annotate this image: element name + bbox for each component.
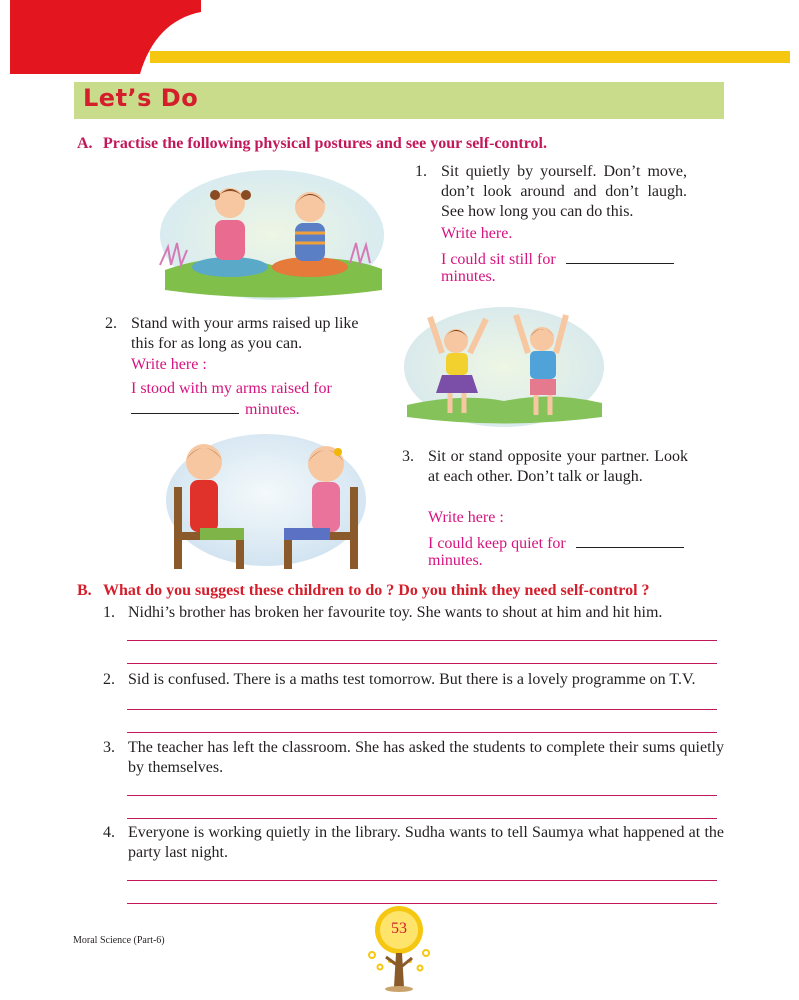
page-title: Let’s Do	[83, 84, 199, 112]
item-b1-text: Nidhi’s brother has broken her favourite toy. She wants to shout at him and hit him.	[128, 604, 663, 621]
children-arms-raised-illustration	[402, 305, 607, 430]
item-b2-text: Sid is confused. There is a maths test tomorrow. But there is a lovely programme on T.V.	[128, 671, 696, 688]
item-a2-response	[131, 399, 300, 419]
item-a3-response	[428, 533, 684, 553]
children-sitting-illustration	[160, 165, 385, 300]
item-b3-number: 3.	[103, 739, 115, 756]
item-a3-response-before: I could keep quiet for	[428, 535, 566, 552]
item-b4-answer-line-1[interactable]	[127, 880, 717, 881]
item-a3-text: Sit or stand opposite your partner. Look at each other. Don’t talk or laugh.	[428, 448, 688, 485]
item-b3-answer-line-2[interactable]	[127, 818, 717, 819]
item-a2-answer-blank[interactable]	[131, 399, 239, 414]
item-b1-answer-line-1[interactable]	[127, 640, 717, 641]
item-a2-number: 2.	[105, 315, 117, 332]
item-a1-text: Sit quietly by yourself. Don’t move, don’t look around and don’t laugh. See how long you can do this.	[441, 163, 687, 220]
item-a1-answer-blank[interactable]	[566, 249, 674, 264]
item-a2-response-before: I stood with my arms raised for	[131, 380, 332, 397]
item-a3-response-after: minutes.	[428, 552, 483, 569]
footer-book-title: Moral Science (Part-6)	[73, 935, 165, 946]
header-yellow-stripe	[150, 51, 790, 63]
item-a2-write-here: Write here :	[131, 356, 207, 373]
item-a1-response	[441, 249, 674, 269]
section-a-heading	[77, 135, 547, 153]
item-b3-answer-line-1[interactable]	[127, 795, 717, 796]
item-a1-write-here: Write here.	[441, 225, 513, 242]
section-a-letter: A.	[77, 135, 93, 152]
item-b4-answer-line-2[interactable]	[127, 903, 717, 904]
item-b4-number: 4.	[103, 824, 115, 841]
item-a3-answer-blank[interactable]	[576, 533, 684, 548]
item-a2-text: Stand with your arms raised up like this for as long as you can.	[131, 315, 359, 352]
section-a-title: Practise the following physical postures and see your self-control.	[103, 135, 547, 152]
item-a1-number: 1.	[415, 163, 427, 180]
item-a3-number: 3.	[402, 448, 414, 465]
item-a1-response-after: minutes.	[441, 268, 496, 285]
section-b-title: What do you suggest these children to do ? Do you think they need self-control ?	[103, 582, 650, 599]
item-a2-response-after: minutes.	[245, 401, 300, 418]
section-b-letter: B.	[77, 582, 92, 599]
item-b1-answer-line-2[interactable]	[127, 663, 717, 664]
item-a1-response-before: I could sit still for	[441, 251, 556, 268]
section-b-heading	[77, 582, 650, 600]
children-facing-chairs-illustration	[160, 432, 372, 572]
item-b1-number: 1.	[103, 604, 115, 621]
item-a3-write-here: Write here :	[428, 509, 504, 526]
item-b2-answer-line-1[interactable]	[127, 709, 717, 710]
page-number-tree-icon	[362, 905, 437, 995]
item-b2-number: 2.	[103, 671, 115, 688]
item-b2-answer-line-2[interactable]	[127, 732, 717, 733]
item-b3-text: The teacher has left the classroom. She has asked the students to complete their sums quietly by themselves.	[128, 739, 724, 776]
page-number: 53	[391, 920, 407, 937]
item-b4-text: Everyone is working quietly in the library. Sudha wants to tell Saumya what happened at the party last night.	[128, 824, 724, 861]
